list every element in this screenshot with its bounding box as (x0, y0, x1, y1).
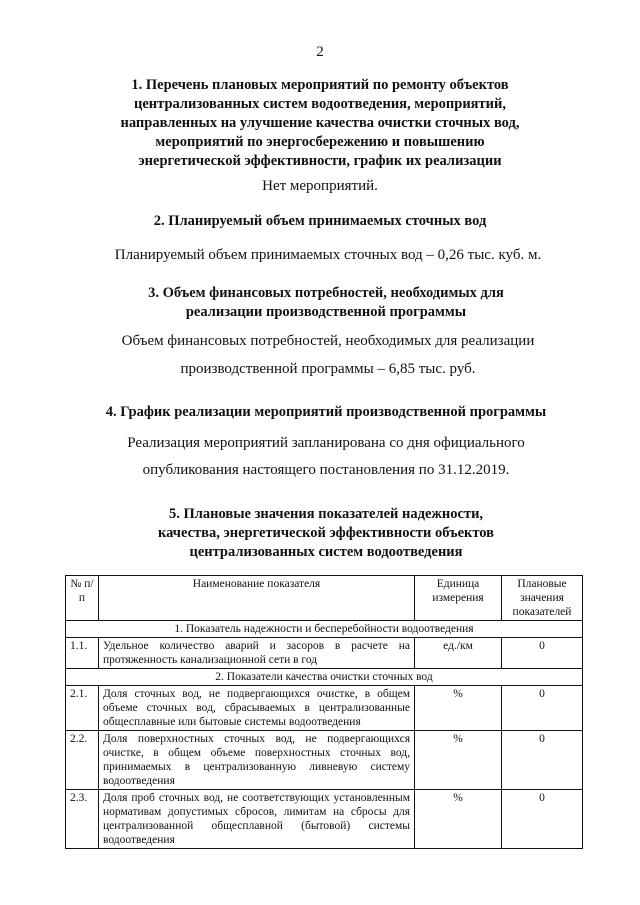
section-5-heading-line: централизованных систем водоотведения (189, 544, 463, 560)
section-4-heading (0, 403, 640, 422)
table-row (66, 731, 583, 790)
row-num: 2.3. (66, 790, 99, 849)
row-value: 0 (502, 790, 583, 849)
row-unit: % (415, 790, 502, 849)
section-1-heading-line: мероприятий по энергосбережению и повышению (155, 134, 485, 150)
row-unit: % (415, 686, 502, 731)
section-4-heading-line: 4. График реализации мероприятий производственной программы (105, 404, 547, 420)
table-row (66, 686, 583, 731)
table-group-row (66, 621, 583, 638)
row-name: Доля поверхностных сточных вод, не подвергающихся очистке, в общем объеме поверхностных сточных вод, принимаемых в централизованную ливневую систему водоотведения (99, 731, 415, 790)
row-num: 2.1. (66, 686, 99, 731)
section-3-heading-line: 3. Объем финансовых потребностей, необходимых для (148, 285, 504, 301)
row-num: 2.2. (66, 731, 99, 790)
section-5-heading-line: качества, энергетической эффективности объектов (157, 525, 495, 541)
row-value: 0 (502, 731, 583, 790)
table-row (66, 638, 583, 669)
row-value: 0 (502, 686, 583, 731)
row-name: Доля сточных вод, не подвергающихся очистке, в общем объеме сточных вод, сбрасываемых в централизованные общесплавные или бытовые системы водоотведения (99, 686, 415, 731)
page-number: 2 (316, 44, 324, 60)
section-3-heading-line: реализации производственной программы (185, 304, 467, 320)
row-unit: % (415, 731, 502, 790)
header-num: № п/п (66, 576, 99, 621)
row-name: Доля проб сточных вод, не соответствующих установленным нормативам допустимых сбросов, лимитам на сбросы для централизованной общесплавной (бытовой) системы водоотведения (99, 790, 415, 849)
section-3-text-line: производственной программы – 6,85 тыс. руб. (180, 361, 476, 377)
header-unit: Единица измерения (415, 576, 502, 621)
group-title-quality: 2. Показатели качества очистки сточных вод (66, 669, 583, 686)
row-unit: ед./км (415, 638, 502, 669)
table-group-row (66, 669, 583, 686)
section-5-heading-line: 5. Плановые значения показателей надежности, (168, 506, 484, 522)
section-2-heading (0, 212, 640, 231)
row-num: 1.1. (66, 638, 99, 669)
section-1-heading-line: 1. Перечень плановых мероприятий по ремонту объектов (131, 77, 509, 93)
section-5-heading (0, 505, 640, 562)
section-4-text-line: Реализация мероприятий запланирована со дня официального (127, 435, 525, 451)
row-value: 0 (502, 638, 583, 669)
section-3-heading (0, 284, 640, 322)
section-2-text: Планируемый объем принимаемых сточных вод – 0,26 тыс. куб. м. (114, 247, 542, 263)
table-header-row (66, 576, 583, 621)
section-4-text-line: опубликования настоящего постановления по 31.12.2019. (142, 462, 510, 478)
indicators-table (65, 575, 583, 849)
header-plan: Плановые значения показателей (502, 576, 583, 621)
group-title-reliability: 1. Показатель надежности и бесперебойности водоотведения (66, 621, 583, 638)
section-1-heading-line: направленных на улучшение качества очистки сточных вод, (120, 115, 520, 131)
section-1-heading-line: энергетической эффективности, график их реализации (138, 153, 502, 169)
section-3-text-line: Объем финансовых потребностей, необходимых для реализации (121, 333, 535, 349)
section-1-text: Нет мероприятий. (262, 178, 378, 194)
row-name: Удельное количество аварий и засоров в расчете на протяженность канализационной сети в год (99, 638, 415, 669)
header-name: Наименование показателя (99, 576, 415, 621)
section-1-heading-line: централизованных систем водоотведения, мероприятий, (134, 96, 506, 112)
table-row (66, 790, 583, 849)
section-1-heading (0, 76, 640, 171)
section-2-heading-line: 2. Планируемый объем принимаемых сточных вод (153, 213, 487, 229)
